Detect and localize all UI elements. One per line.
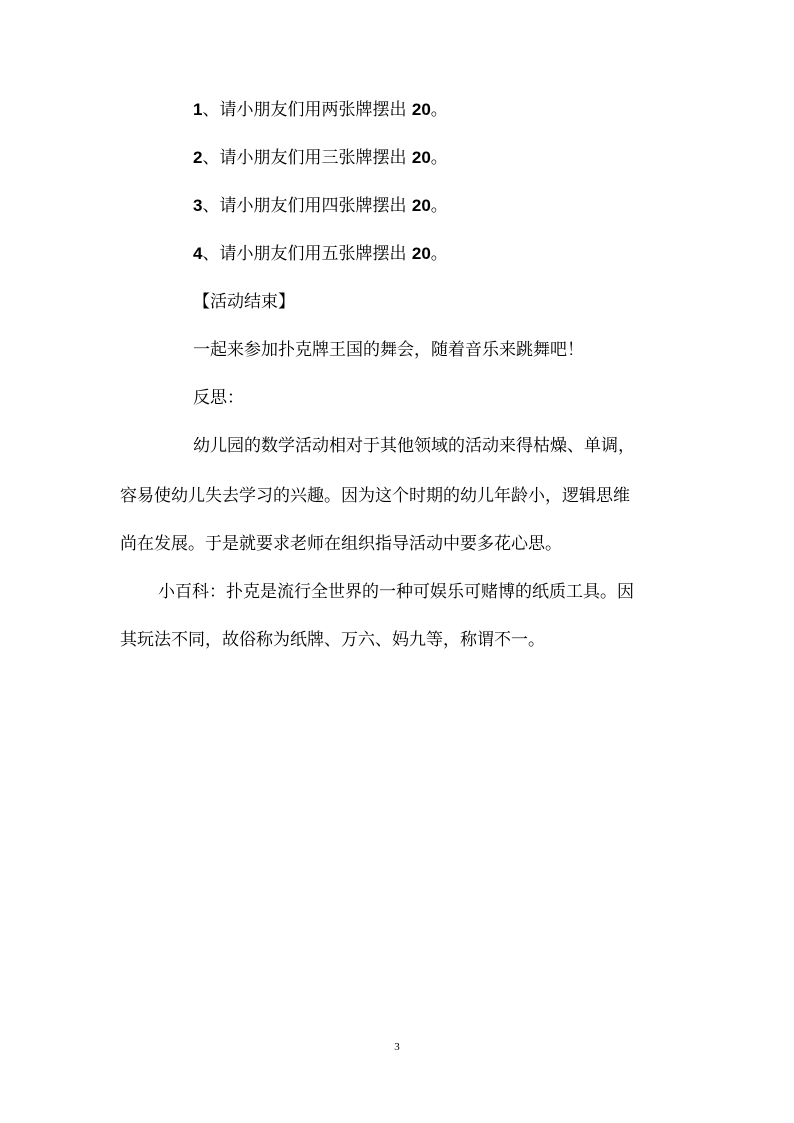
reflection-paragraph-line: 尚在发展。于是就要求老师在组织指导活动中要多花心思。 — [120, 534, 562, 554]
list-item — [193, 242, 448, 266]
closing-line: 一起来参加扑克牌王国的舞会，随着音乐来跳舞吧！ — [193, 340, 584, 360]
reflection-paragraph-line: 容易使幼儿失去学习的兴趣。因为这个时期的幼儿年龄小，逻辑思维 — [120, 486, 630, 506]
page-number: 3 — [394, 1041, 400, 1053]
section-heading: 【活动结束】 — [193, 292, 295, 312]
reflection-paragraph-line: 幼儿园的数学活动相对于其他领域的活动来得枯燥、单调， — [193, 436, 635, 456]
list-item — [193, 194, 448, 218]
list-item-end: 。 — [430, 244, 448, 264]
list-item-value: 20 — [411, 196, 431, 215]
list-item-end: 。 — [430, 100, 448, 120]
list-item-text: 、请小朋友们用三张牌摆出 — [202, 148, 412, 168]
list-item-number: 2 — [193, 148, 203, 167]
list-item-end: 。 — [430, 196, 448, 216]
encyclopedia-paragraph-line: 小百科：扑克是流行全世界的一种可娱乐可赌博的纸质工具。因 — [158, 582, 634, 602]
list-item-value: 20 — [411, 244, 431, 263]
list-item-number: 1 — [193, 100, 203, 119]
list-item-value: 20 — [411, 100, 431, 119]
list-item-text: 、请小朋友们用五张牌摆出 — [202, 244, 412, 264]
list-item-text: 、请小朋友们用两张牌摆出 — [202, 100, 412, 120]
encyclopedia-paragraph-line: 其玩法不同，故俗称为纸牌、万六、妈九等，称谓不一。 — [120, 630, 545, 650]
list-item-text: 、请小朋友们用四张牌摆出 — [202, 196, 412, 216]
list-item — [193, 146, 448, 170]
list-item-value: 20 — [411, 148, 431, 167]
list-item-number: 4 — [193, 244, 203, 263]
list-item-number: 3 — [193, 196, 203, 215]
reflection-label: 反思： — [193, 388, 244, 408]
list-item-end: 。 — [430, 148, 448, 168]
list-item — [193, 98, 448, 122]
